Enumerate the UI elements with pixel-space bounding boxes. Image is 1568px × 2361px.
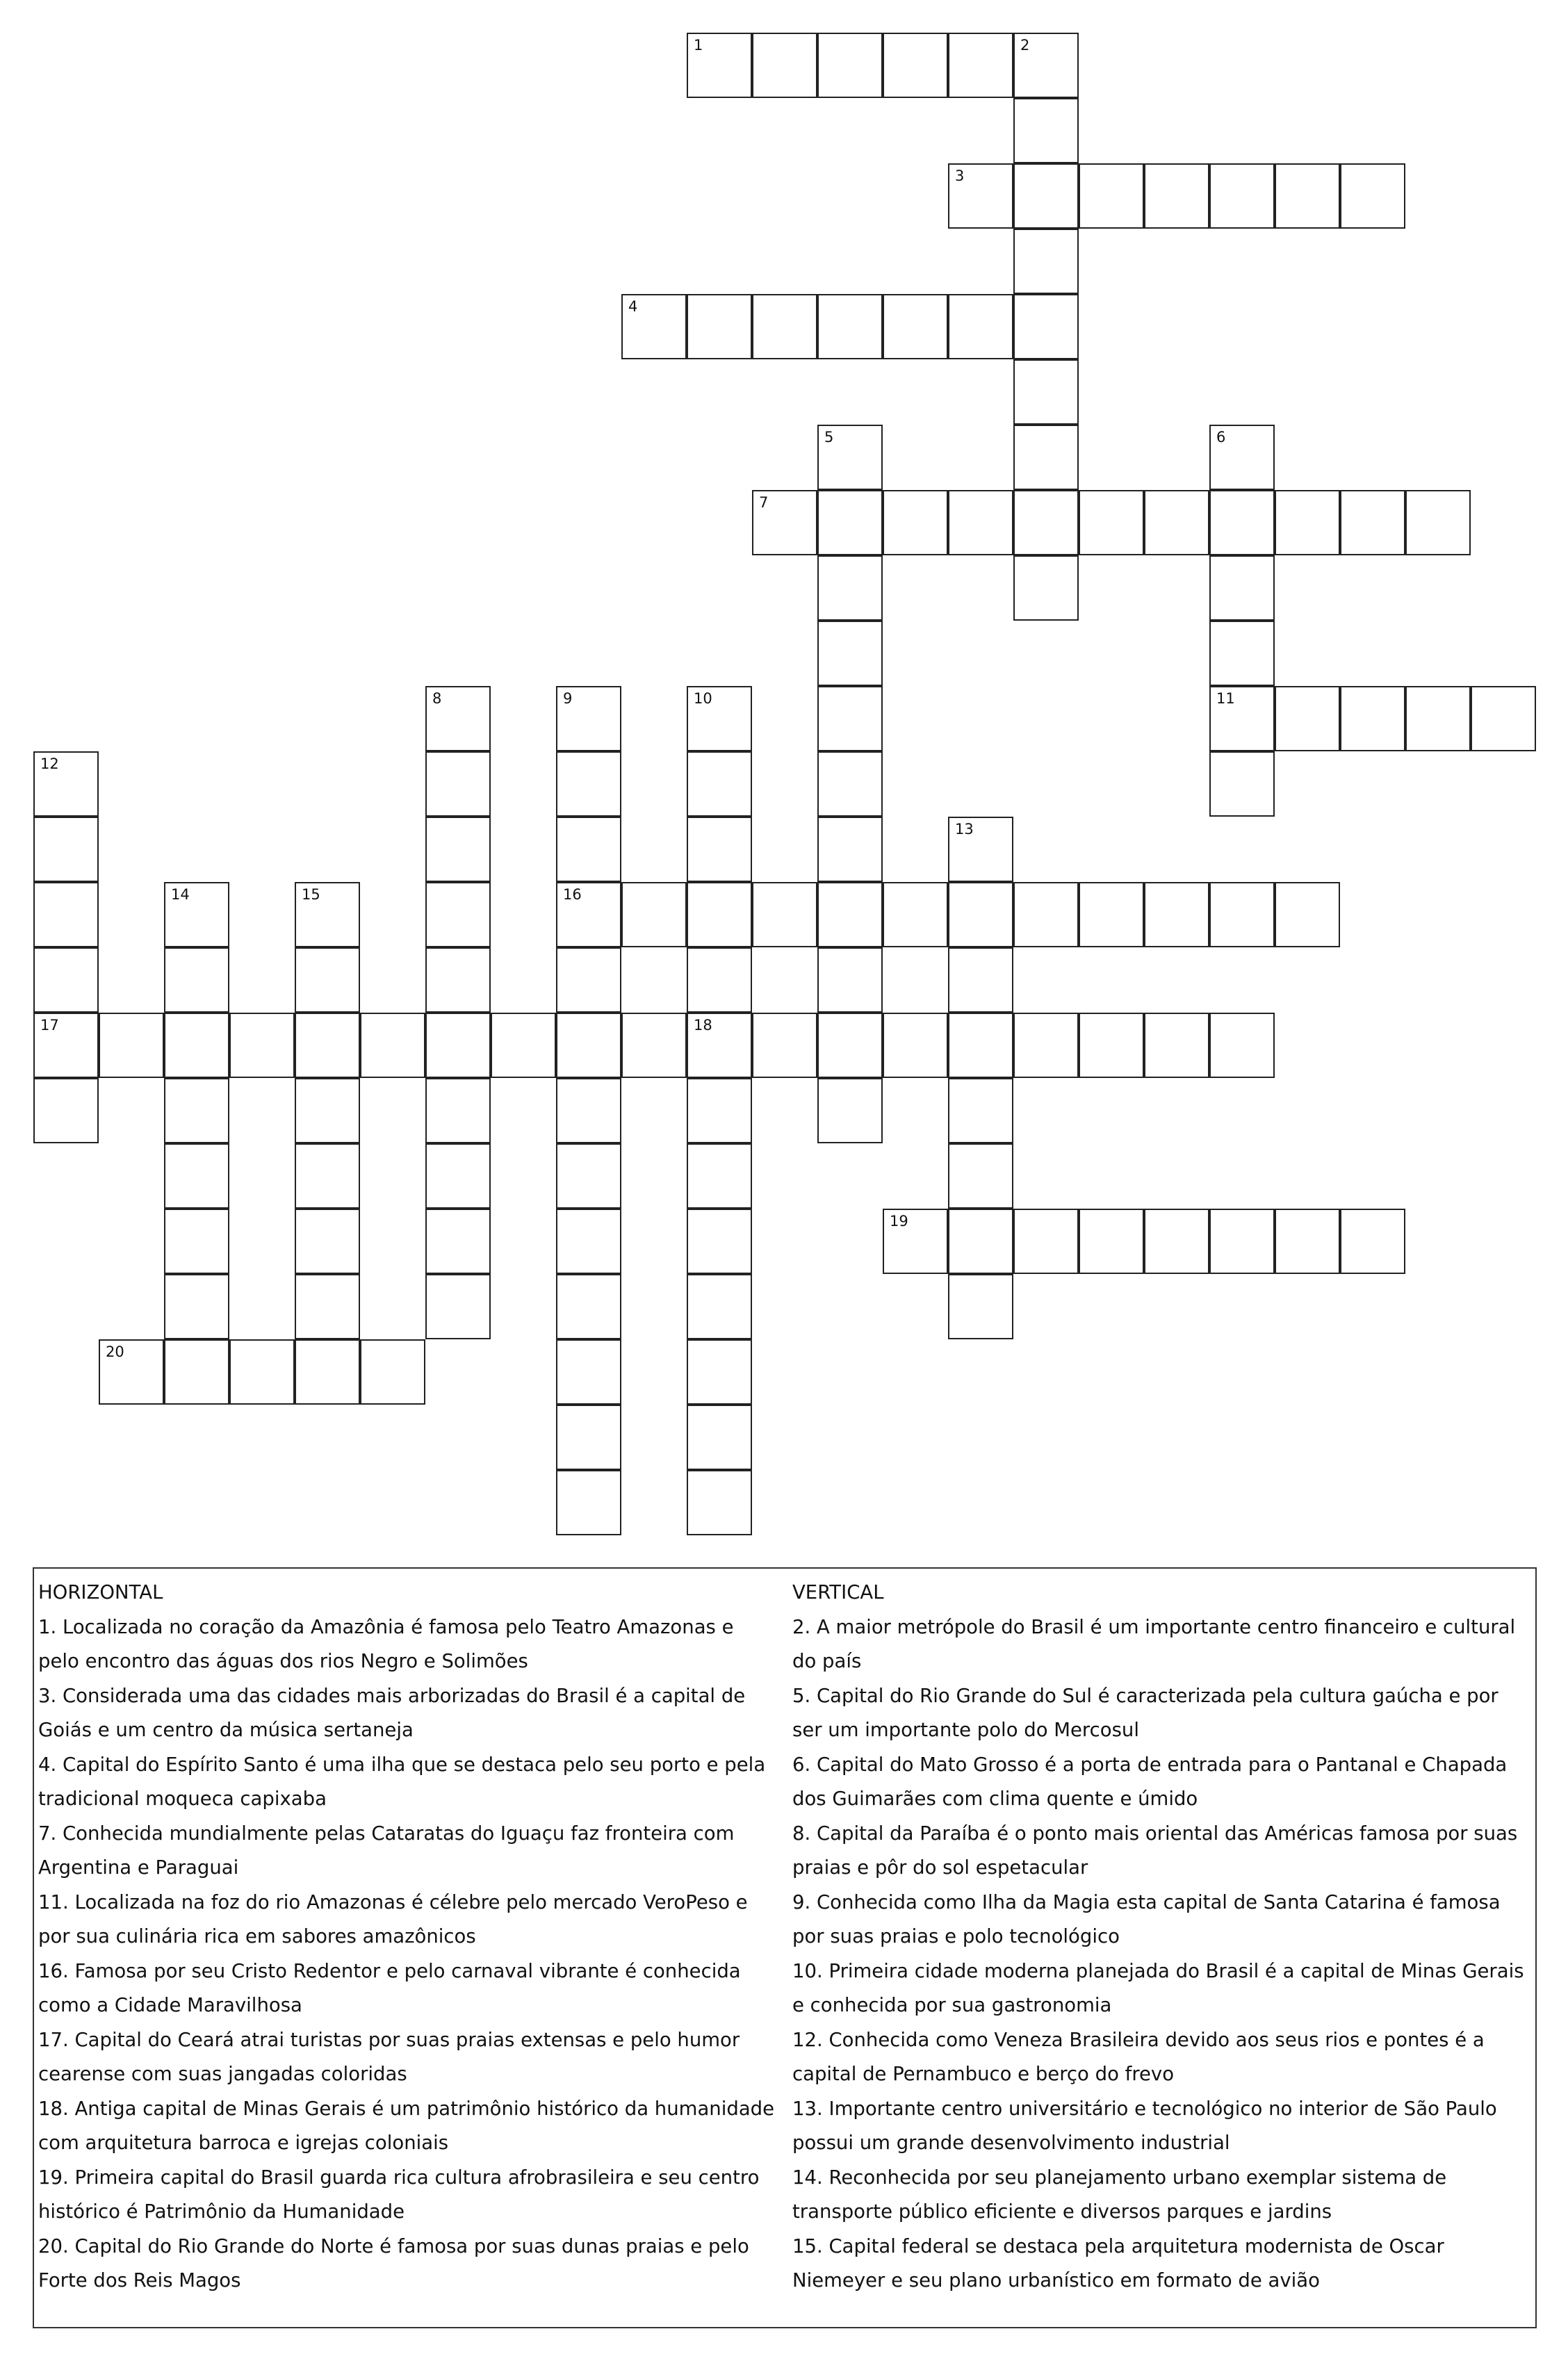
grid-cell[interactable]	[1013, 882, 1079, 947]
grid-cell[interactable]	[1079, 490, 1144, 555]
grid-cell[interactable]	[1209, 686, 1275, 751]
clue-item: 4. Capital do Espírito Santo é uma ilha que se destaca pelo seu porto e pela tradicional moqueca capixaba	[38, 1753, 766, 1810]
grid-cell[interactable]	[1340, 490, 1405, 555]
grid-cell[interactable]	[1144, 1209, 1209, 1274]
grid-cell[interactable]	[1079, 163, 1144, 229]
grid-cell[interactable]	[33, 1013, 99, 1078]
grid-cell[interactable]	[817, 33, 883, 98]
grid-cell[interactable]	[164, 882, 229, 947]
grid-cell[interactable]	[556, 1274, 621, 1339]
grid-cell[interactable]	[425, 817, 491, 882]
grid-cell[interactable]	[687, 294, 752, 359]
clue-number: 1	[694, 37, 703, 54]
clue-number: 16	[563, 886, 582, 903]
clue-item: 7. Conhecida mundialmente pelas Cataratas do Iguaçu faz fronteira com Argentina e Paraguai	[38, 1822, 735, 1879]
grid-cell[interactable]	[621, 294, 687, 359]
grid-cell[interactable]	[556, 817, 621, 882]
grid-cell[interactable]	[752, 294, 817, 359]
grid-cell[interactable]	[33, 817, 99, 882]
grid-cell[interactable]	[817, 1013, 883, 1078]
grid-cell[interactable]	[425, 1078, 491, 1143]
clue-number: 9	[563, 690, 573, 707]
clue-item: 14. Reconhecida por seu planejamento urbano exemplar sistema de transporte público eficiente e diversos parques e jardins	[792, 2166, 1447, 2223]
grid-cell[interactable]	[1275, 163, 1340, 229]
grid-cell[interactable]	[621, 882, 687, 947]
clue-number: 2	[1020, 37, 1030, 54]
grid-cell[interactable]	[425, 882, 491, 947]
grid-cell[interactable]	[948, 490, 1013, 555]
grid-cell[interactable]	[1209, 882, 1275, 947]
grid-cell[interactable]	[752, 882, 817, 947]
grid-cell[interactable]	[360, 1339, 425, 1405]
grid-cell[interactable]	[1405, 686, 1471, 751]
grid-cell[interactable]	[752, 1013, 817, 1078]
grid-cell[interactable]	[1340, 686, 1405, 751]
clue-item: 10. Primeira cidade moderna planejada do Brasil é a capital de Minas Gerais e conhecida por sua gastronomia	[792, 1959, 1524, 2016]
grid-cell[interactable]	[556, 1470, 621, 1535]
grid-cell[interactable]	[1471, 686, 1536, 751]
grid-cell[interactable]	[425, 686, 491, 751]
grid-cell[interactable]	[1013, 1013, 1079, 1078]
clue-number: 10	[694, 690, 712, 707]
grid-cell[interactable]	[556, 1078, 621, 1143]
grid-cell[interactable]	[556, 947, 621, 1013]
grid-cell[interactable]	[1144, 882, 1209, 947]
horizontal-clues	[38, 1576, 775, 2298]
grid-cell[interactable]	[295, 947, 360, 1013]
grid-cell[interactable]	[164, 1143, 229, 1209]
grid-cell[interactable]	[883, 882, 948, 947]
grid-cell[interactable]	[1209, 425, 1275, 490]
clue-number: 4	[628, 298, 638, 315]
grid-cell[interactable]	[687, 882, 752, 947]
grid-cell[interactable]	[556, 1405, 621, 1470]
grid-cell[interactable]	[556, 1209, 621, 1274]
grid-cell[interactable]	[687, 1143, 752, 1209]
grid-cell[interactable]	[164, 1078, 229, 1143]
grid-cell[interactable]	[295, 1143, 360, 1209]
grid-cell[interactable]	[817, 686, 883, 751]
clue-number: 12	[40, 755, 59, 772]
grid-cell[interactable]	[687, 1339, 752, 1405]
grid-cell[interactable]	[360, 1013, 425, 1078]
grid-cell[interactable]	[687, 751, 752, 817]
grid-cell[interactable]	[295, 1078, 360, 1143]
grid-cell[interactable]	[425, 1013, 491, 1078]
grid-cell[interactable]	[425, 947, 491, 1013]
grid-cell[interactable]	[1013, 1209, 1079, 1274]
clue-item: 6. Capital do Mato Grosso é a porta de entrada para o Pantanal e Chapada dos Guimarães com clima quente e úmido	[792, 1753, 1508, 1810]
clue-item: 13. Importante centro universitário e tecnológico no interior de São Paulo possui um grande desenvolvimento industrial	[792, 2097, 1497, 2154]
grid-cell[interactable]	[229, 1013, 295, 1078]
grid-cell[interactable]	[556, 751, 621, 817]
grid-cell[interactable]	[1209, 1013, 1275, 1078]
clue-item: 17. Capital do Ceará atrai turistas por suas praias extensas e pelo humor cearense com suas jangadas coloridas	[38, 2028, 740, 2085]
clue-number: 6	[1216, 429, 1226, 446]
grid-cell[interactable]	[1209, 621, 1275, 686]
grid-cell[interactable]	[883, 1013, 948, 1078]
grid-cell[interactable]	[817, 817, 883, 882]
clue-number: 20	[106, 1343, 124, 1360]
grid-cell[interactable]	[33, 882, 99, 947]
grid-cell[interactable]	[687, 1274, 752, 1339]
grid-cell[interactable]	[1079, 882, 1144, 947]
grid-cell[interactable]	[1013, 425, 1079, 490]
grid-cell[interactable]	[1013, 229, 1079, 294]
grid-cell[interactable]	[1275, 686, 1340, 751]
grid-cell[interactable]	[948, 1209, 1013, 1274]
clue-number: 7	[759, 494, 769, 511]
clue-number: 5	[824, 429, 834, 446]
grid-cell[interactable]	[948, 1013, 1013, 1078]
grid-cell[interactable]	[164, 947, 229, 1013]
grid-cell[interactable]	[164, 1209, 229, 1274]
clue-number: 13	[955, 821, 974, 838]
grid-cell[interactable]	[33, 751, 99, 817]
grid-cell[interactable]	[687, 1470, 752, 1535]
clue-number: 3	[955, 168, 965, 184]
grid-cell[interactable]	[1340, 163, 1405, 229]
grid-cell[interactable]	[33, 947, 99, 1013]
vertical-title: VERTICAL	[792, 1581, 884, 1603]
grid-cell[interactable]	[1013, 555, 1079, 621]
grid-cell[interactable]	[687, 686, 752, 751]
grid-cell[interactable]	[687, 817, 752, 882]
grid-cell[interactable]	[817, 882, 883, 947]
clue-number: 15	[302, 886, 320, 903]
grid-cell[interactable]	[1079, 1209, 1144, 1274]
grid-cell[interactable]	[687, 1013, 752, 1078]
grid-cell[interactable]	[295, 1339, 360, 1405]
grid-cell[interactable]	[1013, 294, 1079, 359]
grid-cell[interactable]	[295, 882, 360, 947]
grid-cell[interactable]	[687, 947, 752, 1013]
grid-cell[interactable]	[817, 555, 883, 621]
grid-cell[interactable]	[229, 1339, 295, 1405]
grid-cell[interactable]	[817, 490, 883, 555]
grid-cell[interactable]	[425, 1209, 491, 1274]
grid-cell[interactable]	[817, 1078, 883, 1143]
grid-cell[interactable]	[1079, 1013, 1144, 1078]
grid-cell[interactable]	[1340, 1209, 1405, 1274]
grid-cell[interactable]	[1209, 163, 1275, 229]
grid-cell[interactable]	[1209, 555, 1275, 621]
clue-number: 18	[694, 1017, 712, 1034]
grid-cell[interactable]	[621, 1013, 687, 1078]
clue-number: 14	[171, 886, 190, 903]
grid-cell[interactable]	[556, 686, 621, 751]
grid-cell[interactable]	[948, 294, 1013, 359]
clue-item: 18. Antiga capital de Minas Gerais é um patrimônio histórico da humanidade com arquitetura barroca e igrejas coloniais	[38, 2097, 775, 2154]
clue-item: 3. Considerada uma das cidades mais arborizadas do Brasil é a capital de Goiás e um centro da música sertaneja	[38, 1684, 746, 1741]
grid-cell[interactable]	[687, 1078, 752, 1143]
grid-cell[interactable]	[33, 1078, 99, 1143]
grid-cell[interactable]	[556, 1143, 621, 1209]
grid-cell[interactable]	[948, 1078, 1013, 1143]
clue-item: 5. Capital do Rio Grande do Sul é caracterizada pela cultura gaúcha e por ser um importante polo do Mercosul	[792, 1684, 1498, 1741]
grid-cell[interactable]	[491, 1013, 556, 1078]
grid-cell[interactable]	[687, 33, 752, 98]
clue-number: 11	[1216, 690, 1235, 707]
clue-item: 8. Capital da Paraíba é o ponto mais oriental das Américas famosa por suas praias e pôr do sol espetacular	[792, 1822, 1518, 1879]
grid-cell[interactable]	[1209, 751, 1275, 817]
grid-cell[interactable]	[817, 621, 883, 686]
grid-cell[interactable]	[817, 425, 883, 490]
vertical-clues	[792, 1576, 1533, 2298]
grid-cell[interactable]	[99, 1339, 164, 1405]
grid-cell[interactable]	[1275, 882, 1340, 947]
grid-cell[interactable]	[1209, 1209, 1275, 1274]
grid-cell[interactable]	[556, 1013, 621, 1078]
clue-number: 8	[432, 690, 442, 707]
clue-item: 1. Localizada no coração da Amazônia é famosa pelo Teatro Amazonas e pelo encontro das águas dos rios Negro e Solimões	[38, 1615, 734, 1672]
grid-cell[interactable]	[425, 751, 491, 817]
grid-cell[interactable]	[687, 1405, 752, 1470]
clues-panel	[33, 1567, 1537, 2328]
clue-item: 2. A maior metrópole do Brasil é um importante centro financeiro e cultural do país	[792, 1615, 1516, 1672]
grid-cell[interactable]	[1013, 33, 1079, 98]
grid-cell[interactable]	[883, 33, 948, 98]
clue-number: 17	[40, 1017, 59, 1034]
clue-item: 9. Conhecida como Ilha da Magia esta capital de Santa Catarina é famosa por suas praias e polo tecnológico	[792, 1890, 1501, 1947]
grid-cell[interactable]	[948, 1274, 1013, 1339]
grid-cell[interactable]	[752, 33, 817, 98]
grid-cell[interactable]	[425, 1274, 491, 1339]
grid-cell[interactable]	[1144, 1013, 1209, 1078]
clue-item: 11. Localizada na foz do rio Amazonas é célebre pelo mercado VeroPeso e por sua culinária rica em sabores amazônicos	[38, 1890, 748, 1947]
grid-cell[interactable]	[948, 817, 1013, 882]
grid-cell[interactable]	[1275, 490, 1340, 555]
grid-cell[interactable]	[164, 1274, 229, 1339]
grid-cell[interactable]	[425, 1143, 491, 1209]
grid-cell[interactable]	[948, 882, 1013, 947]
grid-cell[interactable]	[1405, 490, 1471, 555]
grid-cell[interactable]	[164, 1013, 229, 1078]
grid-cell[interactable]	[883, 490, 948, 555]
clue-number: 19	[890, 1213, 908, 1229]
clue-item: 19. Primeira capital do Brasil guarda rica cultura afrobrasileira e seu centro histórico é Patrimônio da Humanidade	[38, 2166, 760, 2223]
grid-cell[interactable]	[948, 163, 1013, 229]
grid-cell[interactable]	[817, 947, 883, 1013]
grid-cell[interactable]	[1013, 163, 1079, 229]
grid-cell[interactable]	[295, 1274, 360, 1339]
grid-cell[interactable]	[817, 751, 883, 817]
grid-cell[interactable]	[556, 882, 621, 947]
grid-cell[interactable]	[948, 1143, 1013, 1209]
grid-cell[interactable]	[883, 1209, 948, 1274]
grid-cell[interactable]	[817, 294, 883, 359]
grid-cell[interactable]	[164, 1339, 229, 1405]
grid-cell[interactable]	[948, 33, 1013, 98]
grid-cell[interactable]	[99, 1013, 164, 1078]
clue-item: 12. Conhecida como Veneza Brasileira devido aos seus rios e pontes é a capital de Pernambuco e berço do frevo	[792, 2028, 1485, 2085]
grid-cell[interactable]	[1013, 98, 1079, 163]
grid-cell[interactable]	[1013, 359, 1079, 425]
grid-cell[interactable]	[883, 294, 948, 359]
grid-cell[interactable]	[1209, 490, 1275, 555]
grid-cell[interactable]	[1144, 163, 1209, 229]
grid-cell[interactable]	[1144, 490, 1209, 555]
grid-cell[interactable]	[295, 1209, 360, 1274]
grid-cell[interactable]	[556, 1339, 621, 1405]
grid-cell[interactable]	[948, 947, 1013, 1013]
clue-item: 16. Famosa por seu Cristo Redentor e pelo carnaval vibrante é conhecida como a Cidade Maravilhosa	[38, 1959, 741, 2016]
grid-cell[interactable]	[752, 490, 817, 555]
grid-cell[interactable]	[295, 1013, 360, 1078]
grid-cell[interactable]	[1013, 490, 1079, 555]
grid-cell[interactable]	[1275, 1209, 1340, 1274]
horizontal-title: HORIZONTAL	[38, 1581, 163, 1603]
clue-item: 15. Capital federal se destaca pela arquitetura modernista de Oscar Niemeyer e seu plano urbanístico em formato de avião	[792, 2235, 1444, 2291]
grid-cell[interactable]	[687, 1209, 752, 1274]
clue-item: 20. Capital do Rio Grande do Norte é famosa por suas dunas praias e pelo Forte dos Reis Magos	[38, 2235, 749, 2291]
